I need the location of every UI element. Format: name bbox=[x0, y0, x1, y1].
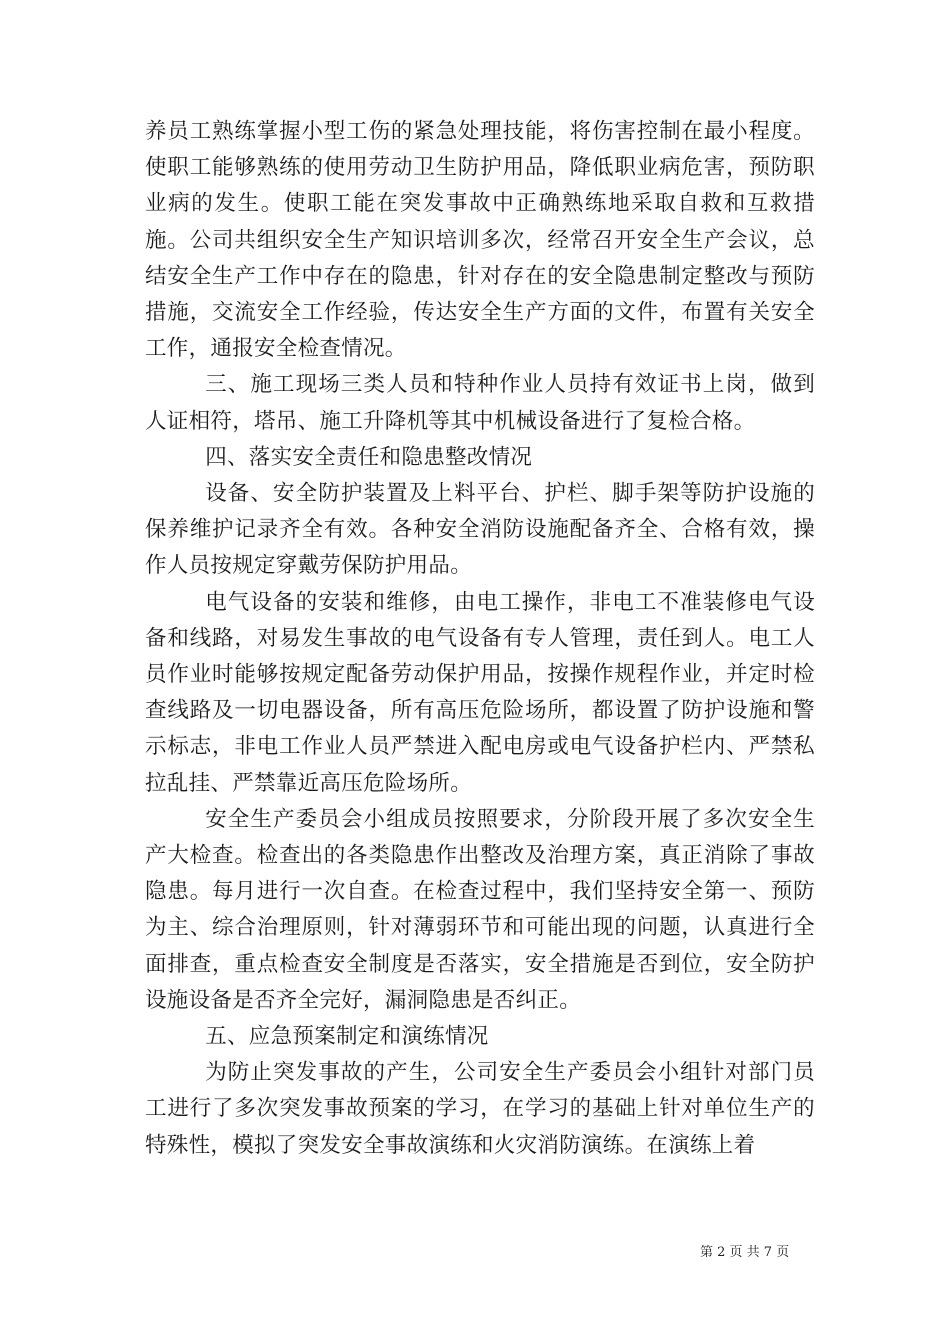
document-body bbox=[145, 114, 815, 1164]
paragraph-5: 电气设备的安装和维修，由电工操作，非电工不准装修电气设备和线路，对易发生事故的电气设备有专人管理，责任到人。电工人员作业时能够按规定配备劳动保护用品，按操作规程作业，并定时检查线路及一切电器设备，所有高压危险场所，都设置了防护设施和警示标志，非电工作业人员严禁进入配电房或电气设备护栏内、严禁私拉乱挂、严禁靠近高压危险场所。 bbox=[145, 589, 815, 796]
paragraph-4: 设备、安全防护装置及上料平台、护栏、脚手架等防护设施的保养维护记录齐全有效。各种安全消防设施配备齐全、合格有效，操作人员按规定穿戴劳保防护用品。 bbox=[145, 481, 815, 579]
paragraph-6: 安全生产委员会小组成员按照要求，分阶段开展了多次安全生产大检查。检查出的各类隐患作出整改及治理方案，真正消除了事故隐患。每月进行一次自查。在检查过程中，我们坚持安全第一、预防为主、综合治理原则，针对薄弱环节和可能出现的问题，认真进行全面排查，重点检查安全制度是否落实，安全措施是否到位，安全防护设施设备是否齐全完好，漏洞隐患是否纠正。 bbox=[145, 806, 815, 1013]
section-heading-5: 五、应急预案制定和演练情况 bbox=[205, 1024, 489, 1050]
section-heading-4: 四、落实安全责任和隐患整改情况 bbox=[205, 444, 533, 470]
paragraph-1: 养员工熟练掌握小型工伤的紧急处理技能，将伤害控制在最小程度。使职工能够熟练的使用劳动卫生防护用品，降低职业病危害，预防职业病的发生。使职工能在突发事故中正确熟练地采取自救和互救措施。公司共组织安全生产知识培训多次，经常召开安全生产会议，总结安全生产工作中存在的隐患，针对存在的安全隐患制定整改与预防措施，交流安全工作经验，传达安全生产方面的文件，布置有关安全工作，通报安全检查情况。 bbox=[145, 119, 815, 362]
page-number-footer: 第 2 页 共 7 页 bbox=[700, 1245, 790, 1260]
paragraph-2: 三、施工现场三类人员和特种作业人员持有效证书上岗，做到人证相符，塔吊、施工升降机等其中机械设备进行了复检合格。 bbox=[145, 372, 815, 434]
paragraph-8: 为防止突发事故的产生，公司安全生产委员会小组针对部门员工进行了多次突发事故预案的学习，在学习的基础上针对单位生产的特殊性，模拟了突发安全事故演练和火灾消防演练。在演练上着 bbox=[145, 1060, 815, 1158]
